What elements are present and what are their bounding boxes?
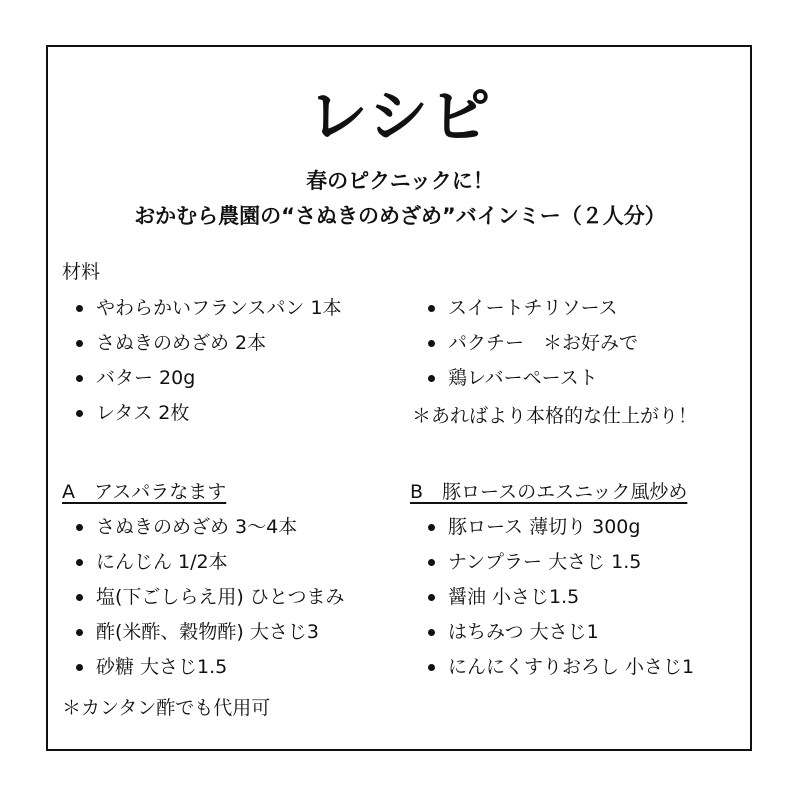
list-item xyxy=(66,650,345,685)
list-item xyxy=(418,580,694,615)
list-item xyxy=(66,510,345,545)
bullet-icon xyxy=(76,664,83,671)
list-item-text: にんにくすりおろし 小さじ1 xyxy=(448,656,695,678)
list-item xyxy=(66,291,342,326)
bullet-icon xyxy=(428,559,435,566)
bullet-icon xyxy=(428,340,435,347)
bullet-icon xyxy=(76,305,83,312)
list-item xyxy=(418,615,694,650)
subtitle-line-1: 春のピクニックに！ xyxy=(306,169,494,193)
list-item-text: バター 20g xyxy=(96,367,196,389)
list-item xyxy=(66,396,342,431)
list-item-text: 醤油 小さじ1.5 xyxy=(448,586,580,608)
list-item-text: 酢(米酢、穀物酢) 大さじ3 xyxy=(96,621,319,643)
bullet-icon xyxy=(428,305,435,312)
bullet-icon xyxy=(76,594,83,601)
list-item xyxy=(418,326,638,361)
bullet-icon xyxy=(76,524,83,531)
bullet-icon xyxy=(76,410,83,417)
list-item-text: パクチー ＊お好みで xyxy=(448,332,639,354)
list-item-text: 鶏レバーペースト xyxy=(448,367,598,389)
list-item-text: ナンプラー 大さじ 1.5 xyxy=(448,551,642,573)
list-item xyxy=(66,545,345,580)
section-a-note: ＊カンタン酢でも代用可 xyxy=(62,697,271,719)
list-item-text: 塩(下ごしらえ用) ひとつまみ xyxy=(96,586,345,608)
list-item-text: やわらかいフランスパン 1本 xyxy=(96,297,342,319)
list-item xyxy=(66,326,342,361)
bullet-icon xyxy=(428,664,435,671)
list-item-text: さぬきのめざめ 2本 xyxy=(96,332,267,354)
bullet-icon xyxy=(428,375,435,382)
list-item-text: レタス 2枚 xyxy=(96,402,190,424)
bullet-icon xyxy=(428,629,435,636)
list-item xyxy=(66,361,342,396)
ingredients-label: 材料 xyxy=(62,261,101,283)
bullet-icon xyxy=(76,559,83,566)
list-item xyxy=(418,510,694,545)
ingredients-right-list xyxy=(418,291,638,396)
section-b-list xyxy=(418,510,694,685)
section-a-list xyxy=(66,510,345,685)
list-item xyxy=(418,650,694,685)
list-item xyxy=(418,361,638,396)
bullet-icon xyxy=(428,524,435,531)
list-item-text: はちみつ 大さじ1 xyxy=(448,621,599,643)
list-item-text: 豚ロース 薄切り 300g xyxy=(448,516,641,538)
ingredients-left-list xyxy=(66,291,342,431)
list-item-text: にんじん 1/2本 xyxy=(96,551,228,573)
list-item xyxy=(66,580,345,615)
page-title: レシピ xyxy=(307,82,493,152)
bullet-icon xyxy=(76,629,83,636)
section-a-label: A アスパラなます xyxy=(62,481,227,503)
subtitle-line-2: おかむら農園の“さぬきのめざめ”バインミー（２人分） xyxy=(134,204,666,228)
section-b-label: B 豚ロースのエスニック風炒め xyxy=(410,481,688,503)
bullet-icon xyxy=(76,375,83,382)
list-item-text: 砂糖 大さじ1.5 xyxy=(96,656,228,678)
bullet-icon xyxy=(428,594,435,601)
list-item xyxy=(418,291,638,326)
bullet-icon xyxy=(76,340,83,347)
list-item-text: スイートチリソース xyxy=(448,297,618,319)
ingredients-note: ＊あればより本格的な仕上がり！ xyxy=(412,405,698,427)
list-item xyxy=(418,545,694,580)
list-item-text: さぬきのめざめ 3〜4本 xyxy=(96,516,298,538)
list-item xyxy=(66,615,345,650)
